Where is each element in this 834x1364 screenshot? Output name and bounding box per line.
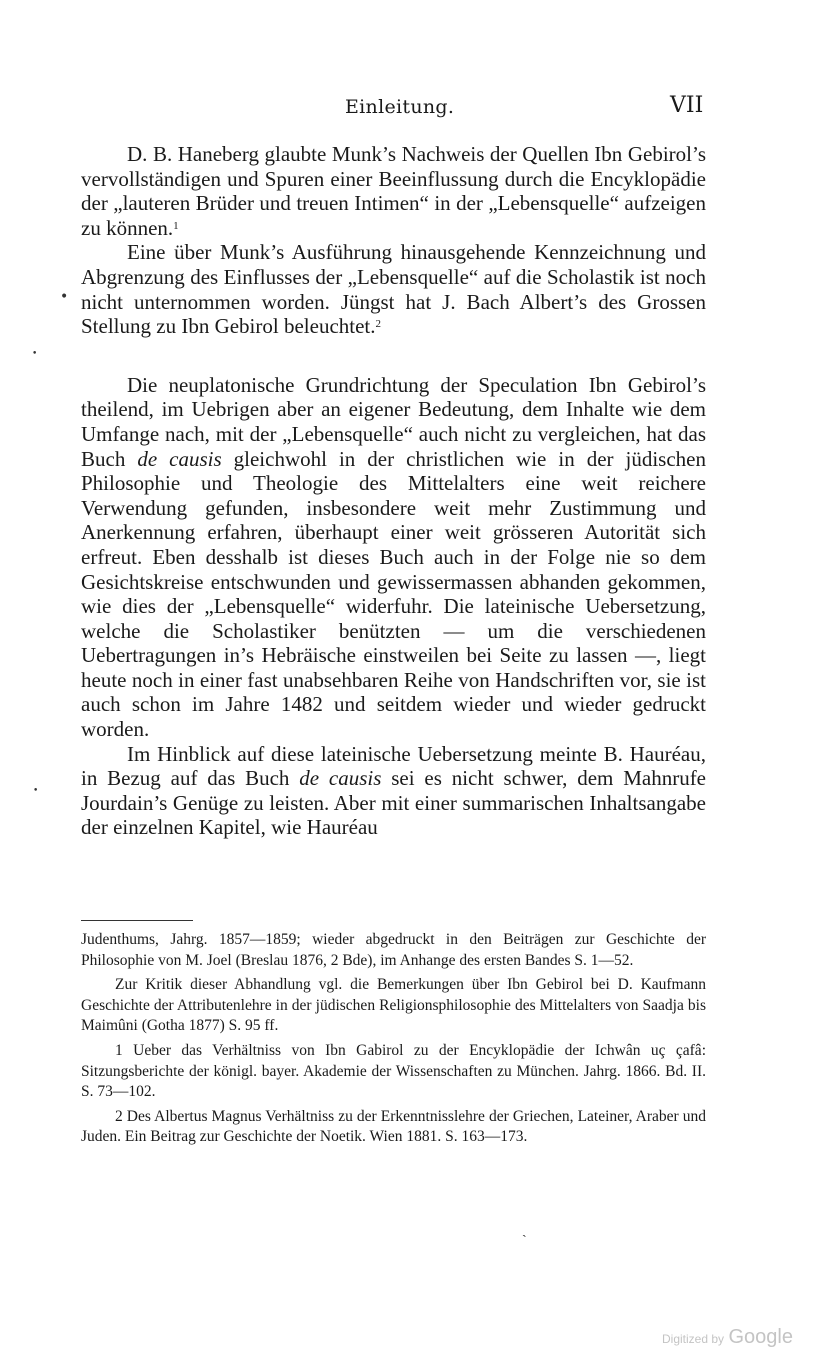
margin-dot-icon: • xyxy=(60,289,69,305)
margin-tick-icon: ˏ xyxy=(522,1222,527,1238)
footnote-ref: 1 xyxy=(173,219,179,232)
main-text xyxy=(81,142,706,840)
footnote-divider xyxy=(81,920,193,921)
paragraph xyxy=(81,240,706,338)
paragraph-text: D. B. Haneberg glaubte Munk’s Nachweis der Quellen Ibn Gebirol’s vervollständigen und Spuren einer Beeinflussung durch die Encyklopädie der „lauteren Brüder und treuen Intimen“ in der „Lebensquelle“ aufzeigen zu können. xyxy=(81,142,706,240)
footnote: Zur Kritik dieser Abhandlung vgl. die Bemerkungen über Ibn Gebirol bei D. Kaufmann Geschichte der Attributenlehre in der jüdischen Religionsphilosophie des Mittelalters von Saadja bis Maimûni (Gotha 1877) S. 95 ff. xyxy=(81,976,706,1035)
digitized-watermark xyxy=(662,1326,832,1349)
watermark-prefix: Digitized by xyxy=(662,1332,725,1346)
paragraph xyxy=(81,373,706,742)
footnotes xyxy=(81,930,706,1148)
paragraph xyxy=(81,742,706,840)
page-header xyxy=(0,93,834,126)
margin-dot-icon: • xyxy=(32,349,38,359)
margin-dot-icon: • xyxy=(33,786,39,796)
watermark-brand: Google xyxy=(728,1326,793,1348)
paragraph-text: Die neuplatonische Grundrichtung der Speculation Ibn Gebirol’s theilend, im Uebrigen aber an eigener Bedeutung, dem Inhalte wie dem Umfange nach, mit der „Lebensquelle“ auch nicht zu vergleichen, hat das Buch xyxy=(81,372,706,471)
paragraph-text: sei es nicht schwer, dem Mahnrufe Jourdain’s Genüge zu leisten. Aber mit einer summarischen Inhaltsangabe der einzelnen Kapitel, wie Hauréau xyxy=(81,766,707,840)
footnote: Judenthums, Jahrg. 1857—1859; wieder abgedruckt in den Beiträgen zur Geschichte der Philosophie von M. Joel (Breslau 1876, 2 Bde), im Anhange des ersten Bandes S. 1—52. xyxy=(81,931,706,969)
running-title: Einleitung. xyxy=(345,96,455,118)
italic-title: de causis xyxy=(299,766,382,791)
paragraph-text: Im Hinblick auf diese lateinische Uebersetzung meinte B. Hauréau, in Bezug auf das Buch xyxy=(81,741,706,791)
footnote-ref: 2 xyxy=(375,318,382,331)
page-number: VII xyxy=(670,93,704,118)
paragraph-text: gleichwohl in der christlichen wie in der jüdischen Philosophie und Theologie des Mittelalters eine weit reichere Verwendung gefunden, insbesondere weit mehr Zustimmung und Anerkennung erfahren, überhaupt einer weit grösseren Autorität sich erfreut. Eben desshalb ist dieses Buch auch in der Folge nie so dem Gesichtskreise entschwunden und gewissermassen abhanden gekommen, wie dies der „Lebensquelle“ widerfuhr. Die lateinische Uebersetzung, welche die Scholastiker benützten — um die verschiedenen Uebertragungen in’s Hebräische einstweilen bei Seite zu lassen —, liegt heute noch in einer fast unabsehbaren Reihe von Handschriften vor, sie ist auch schon im Jahre 1482 und seitdem wieder und wieder gedruckt worden. xyxy=(81,446,707,742)
italic-title: de causis xyxy=(137,446,222,471)
footnote: 1 Ueber das Verhältniss von Ibn Gabirol zu der Encyklopädie der Ichwân uç çafâ: Sitzungsberichte der königl. bayer. Akademie der Wissenschaften zu München. Jahrg. 1866. Bd. II. S. 73—102. xyxy=(81,1041,706,1101)
paragraph xyxy=(81,142,706,240)
footnote: 2 Des Albertus Magnus Verhältniss zu der Erkenntnisslehre der Griechen, Lateiner, Araber und Juden. Ein Beitrag zur Geschichte der Noetik. Wien 1881. S. 163—173. xyxy=(81,1107,706,1146)
paragraph-text: Eine über Munk’s Ausführung hinausgehende Kennzeichnung und Abgrenzung des Einflusses der „Lebensquelle“ auf die Scholastik ist noch nicht unternommen worden. Jüngst hat J. Bach Albert’s des Grossen Stellung zu Ibn Gebirol beleuchtet. xyxy=(81,240,706,339)
